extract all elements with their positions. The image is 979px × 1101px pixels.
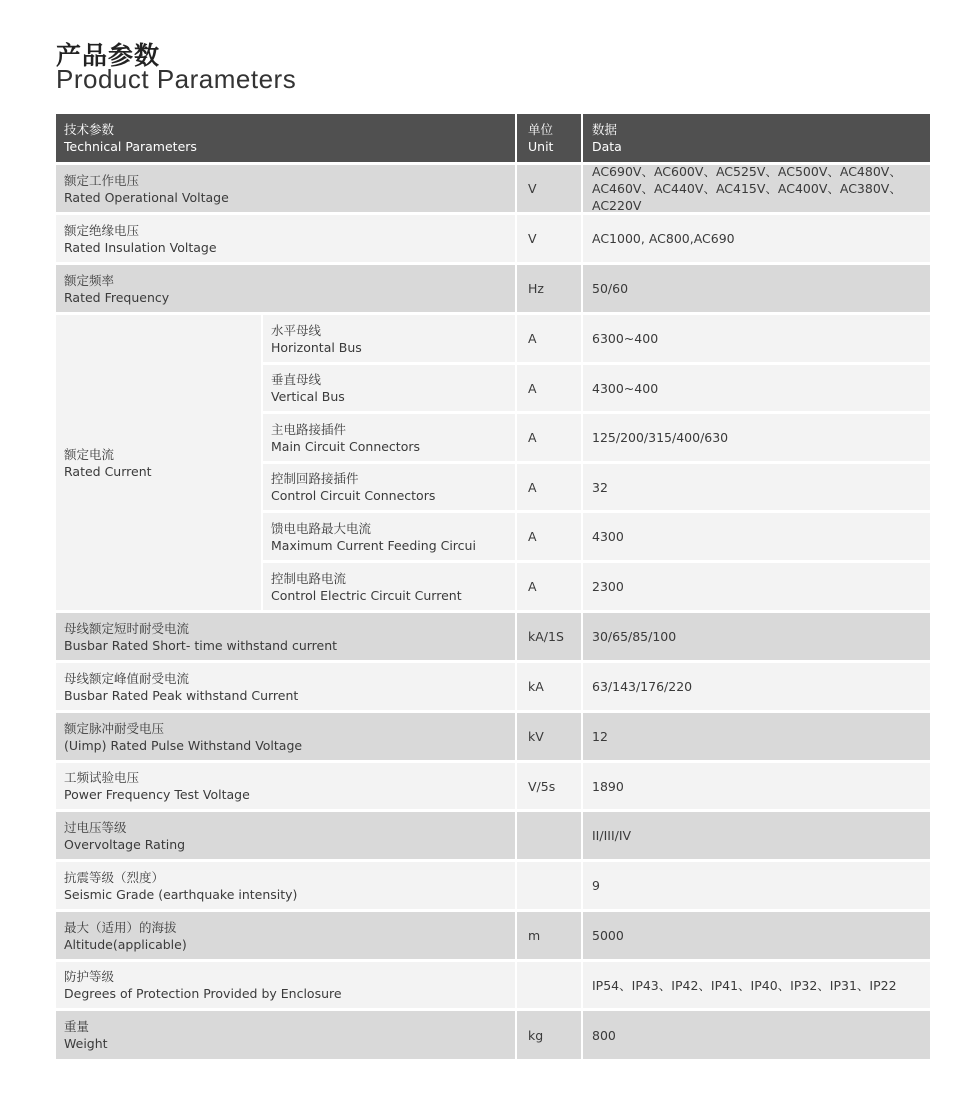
row-data: 5000	[583, 912, 930, 959]
row-label-cn: 额定工作电压	[64, 172, 140, 188]
header-unit-en: Unit	[528, 139, 554, 154]
row-label-en: (Uimp) Rated Pulse Withstand Voltage	[64, 737, 303, 753]
table-row-label	[56, 265, 515, 312]
row-label-en: Degrees of Protection Provided by Enclosure	[64, 986, 342, 1001]
row-data: IP54、IP43、IP42、IP41、IP40、IP32、IP31、IP22	[583, 962, 930, 1008]
header-data-en: Data	[592, 139, 622, 154]
row-label-cn: 抗震等级（烈度）	[64, 869, 165, 885]
row-unit: V	[517, 165, 581, 212]
header-unit	[517, 114, 581, 162]
row-unit	[517, 862, 581, 909]
header-param	[56, 114, 515, 162]
table-row-label	[56, 763, 515, 809]
row-data: 1890	[583, 763, 930, 809]
rated-current-en: Rated Current	[64, 463, 152, 479]
row-label-cn: 重量	[64, 1019, 90, 1034]
page-title-cn: 产品参数	[56, 41, 161, 70]
row-label-en: Power Frequency Test Voltage	[64, 787, 250, 802]
row-data: 63/143/176/220	[583, 663, 930, 710]
table-row-label	[56, 613, 515, 660]
sub-row-data: 4300	[583, 513, 930, 560]
row-unit	[517, 812, 581, 859]
rated-current-cn: 额定电流	[64, 446, 115, 462]
row-data: 30/65/85/100	[583, 613, 930, 660]
header-param-en: Technical Parameters	[64, 139, 197, 154]
row-unit: V	[517, 215, 581, 262]
header-data-cn: 数据	[592, 122, 618, 137]
sub-label-cn: 垂直母线	[271, 372, 322, 387]
sub-label-cn: 控制回路接插件	[271, 471, 359, 486]
table-row-label	[56, 962, 515, 1008]
row-label-cn: 过电压等级	[64, 819, 127, 835]
table-row-label	[56, 165, 515, 212]
row-unit: V/5s	[517, 763, 581, 809]
sub-row-data: 32	[583, 464, 930, 510]
row-unit: Hz	[517, 265, 581, 312]
sub-row-data: 6300~400	[583, 315, 930, 362]
sub-row-unit: A	[517, 513, 581, 560]
row-data: AC1000, AC800,AC690	[583, 215, 930, 262]
sub-row-label	[263, 315, 515, 362]
sub-row-unit: A	[517, 315, 581, 362]
row-data: AC690V、AC600V、AC525V、AC500V、AC480V、AC460V、AC440V、AC415V、AC400V、AC380V、AC220V	[583, 165, 930, 212]
row-label-en: Altitude(applicable)	[64, 936, 187, 952]
row-label-cn: 工频试验电压	[64, 770, 140, 785]
sub-row-label	[263, 365, 515, 411]
page-title-en: Product Parameters	[56, 64, 297, 94]
row-label-cn: 最大（适用）的海拔	[64, 919, 177, 935]
sub-label-en: Horizontal Bus	[271, 339, 362, 355]
row-label-en: Overvoltage Rating	[64, 836, 186, 852]
row-label-en: Busbar Rated Short- time withstand current	[64, 637, 338, 653]
row-data: 12	[583, 713, 930, 760]
row-data: 50/60	[583, 265, 930, 312]
rated-current-label	[56, 315, 261, 610]
table-row-label	[56, 912, 515, 959]
row-label-en: Busbar Rated Peak withstand Current	[64, 687, 299, 703]
sub-row-label	[263, 414, 515, 461]
sub-row-unit: A	[517, 563, 581, 610]
sub-row-data: 4300~400	[583, 365, 930, 411]
table-row-label	[56, 1011, 515, 1059]
row-data: 800	[583, 1011, 930, 1059]
sub-row-unit: A	[517, 464, 581, 510]
row-label-cn: 额定脉冲耐受电压	[64, 720, 165, 736]
sub-row-label	[263, 464, 515, 510]
row-label-en: Rated Insulation Voltage	[64, 239, 217, 255]
row-label-en: Rated Frequency	[64, 289, 170, 305]
table-row-label	[56, 663, 515, 710]
row-unit: m	[517, 912, 581, 959]
sub-row-data: 125/200/315/400/630	[583, 414, 930, 461]
header-param-cn: 技术参数	[64, 122, 115, 137]
header-unit-cn: 单位	[528, 122, 554, 137]
sub-row-label	[263, 513, 515, 560]
row-label-en: Rated Operational Voltage	[64, 189, 229, 205]
row-unit: kg	[517, 1011, 581, 1059]
row-label-cn: 母线额定短时耐受电流	[64, 620, 190, 636]
sub-row-data: 2300	[583, 563, 930, 610]
sub-label-cn: 馈电电路最大电流	[271, 520, 372, 536]
row-label-en: Weight	[64, 1036, 108, 1051]
sub-row-label	[263, 563, 515, 610]
sub-label-en: Control Electric Circuit Current	[271, 587, 462, 603]
sub-row-unit: A	[517, 414, 581, 461]
table-row-label	[56, 812, 515, 859]
sub-row-unit: A	[517, 365, 581, 411]
sub-label-en: Control Circuit Connectors	[271, 488, 436, 503]
row-data: II/III/IV	[583, 812, 930, 859]
row-label-cn: 防护等级	[64, 969, 115, 984]
row-label-cn: 额定频率	[64, 272, 115, 288]
sub-label-cn: 主电路接插件	[271, 421, 347, 437]
row-data: 9	[583, 862, 930, 909]
row-label-cn: 额定绝缘电压	[64, 222, 140, 238]
row-unit: kV	[517, 713, 581, 760]
row-label-en: Seismic Grade (earthquake intensity)	[64, 886, 298, 902]
sub-label-cn: 控制电路电流	[271, 570, 347, 586]
sub-label-en: Vertical Bus	[271, 389, 345, 404]
sub-label-en: Maximum Current Feeding Circui	[271, 537, 476, 553]
table-row-label	[56, 215, 515, 262]
header-data	[583, 114, 930, 162]
sub-label-cn: 水平母线	[271, 322, 322, 338]
table-row-label	[56, 862, 515, 909]
row-label-cn: 母线额定峰值耐受电流	[64, 670, 190, 686]
row-unit: kA/1S	[517, 613, 581, 660]
row-unit: kA	[517, 663, 581, 710]
table-row-label	[56, 713, 515, 760]
sub-label-en: Main Circuit Connectors	[271, 438, 421, 454]
row-unit	[517, 962, 581, 1008]
